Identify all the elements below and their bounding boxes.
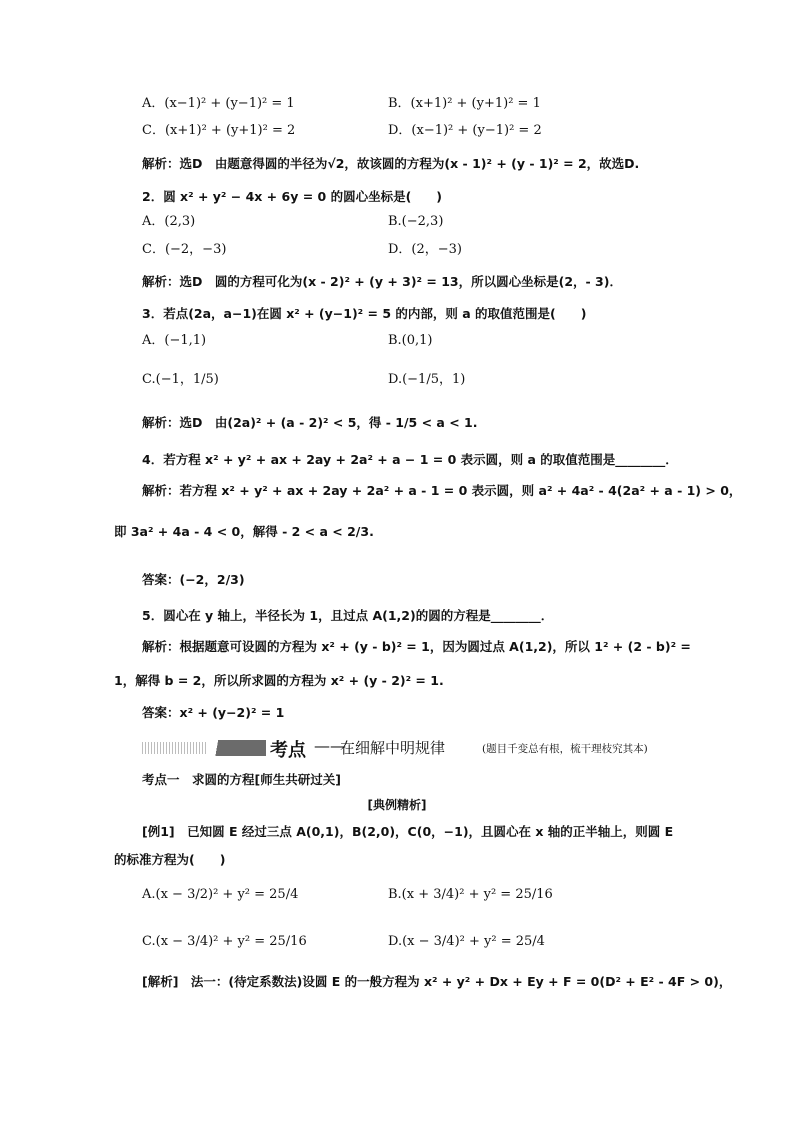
section-heading: 考点一 求圆的方程[师生共研过关] — [142, 772, 341, 787]
q1-option-a: A．(x−1)² + (y−1)² = 1 — [142, 96, 295, 111]
example1-stem-line1: [例1] 已知圆 E 经过三点 A(0,1)，B(2,0)，C(0，−1)，且圆心在 x 轴的正半轴上，则圆 E — [142, 824, 674, 839]
example1-option-c: C.(x − 3/4)² + y² = 25/16 — [142, 934, 307, 949]
q5-stem: 5．圆心在 y 轴上，半径长为 1，且过点 A(1,2)的圆的方程是________． — [142, 608, 554, 623]
q2-option-c: C．(−2，−3) — [142, 242, 227, 257]
example1-option-a: A.(x − 3/2)² + y² = 25/4 — [142, 887, 299, 902]
q4-stem: 4．若方程 x² + y² + ax + 2ay + 2a² + a − 1 = 0 表示圆，则 a 的取值范围是________． — [142, 452, 678, 467]
example1-analysis: [解析] 法一：(待定系数法)设圆 E 的一般方程为 x² + y² + Dx + Ey + F = 0(D² + E² - 4F > 0)， — [142, 974, 732, 989]
q4-analysis-line2: 即 3a² + 4a - 4 < 0，解得 - 2 < a < 2/3. — [114, 524, 374, 539]
banner-note: (题目千变总有根，梳干理枝究其本) — [482, 743, 648, 755]
example1-option-b: B.(x + 3/4)² + y² = 25/16 — [388, 887, 553, 902]
q4-analysis-line1: 解析：若方程 x² + y² + ax + 2ay + 2a² + a - 1 = 0 表示圆，则 a² + 4a² - 4(2a² + a - 1) > 0， — [142, 483, 742, 498]
q5-answer: 答案：x² + (y−2)² = 1 — [142, 705, 285, 720]
q3-option-c: C.(−1，1/5) — [142, 372, 219, 387]
q1-option-b: B．(x+1)² + (y+1)² = 1 — [388, 96, 541, 111]
q2-stem: 2．圆 x² + y² − 4x + 6y = 0 的圆心坐标是( ) — [142, 189, 443, 204]
q2-analysis: 解析：选D 圆的方程可化为(x - 2)² + (y + 3)² = 13，所以圆心坐标是(2，- 3)． — [142, 274, 622, 289]
banner-bar-decoration — [206, 740, 266, 756]
section-banner — [142, 736, 682, 760]
q3-option-a: A．(−1,1) — [142, 333, 207, 348]
banner-subtitle: 在细解中明规律 — [340, 739, 446, 757]
q2-option-d: D．(2，−3) — [388, 242, 463, 257]
q3-option-d: D.(−1/5，1) — [388, 372, 466, 387]
q5-analysis-line1: 解析：根据题意可设圆的方程为 x² + (y - b)² = 1，因为圆过点 A(1,2)，所以 1² + (2 - b)² = — [142, 639, 691, 654]
example1-stem-line2: 的标准方程为( ) — [114, 852, 226, 867]
banner-dash: —— — [314, 736, 346, 755]
q2-option-a: A．(2,3) — [142, 214, 196, 229]
example1-option-d: D.(x − 3/4)² + y² = 25/4 — [388, 934, 545, 949]
q3-stem: 3．若点(2a，a−1)在圆 x² + (y−1)² = 5 的内部，则 a 的取值范围是( ) — [142, 306, 587, 321]
q1-option-d: D．(x−1)² + (y−1)² = 2 — [388, 123, 542, 138]
q3-option-b: B.(0,1) — [388, 333, 433, 348]
section-subheading: [典例精析] — [367, 798, 427, 812]
q1-option-c: C．(x+1)² + (y+1)² = 2 — [142, 123, 296, 138]
banner-title: 考点 — [270, 740, 306, 761]
q1-analysis: 解析：选D 由题意得圆的半径为√2，故该圆的方程为(x - 1)² + (y - 1)² = 2，故选D. — [142, 156, 640, 171]
banner-hatch-decoration — [142, 742, 206, 754]
q5-analysis-line2: 1，解得 b = 2，所以所求圆的方程为 x² + (y - 2)² = 1. — [114, 673, 444, 688]
q2-option-b: B.(−2,3) — [388, 214, 444, 229]
q4-answer: 答案：(−2，2/3) — [142, 572, 245, 587]
q3-analysis: 解析：选D 由(2a)² + (a - 2)² < 5，得 - 1/5 < a < 1. — [142, 415, 478, 430]
